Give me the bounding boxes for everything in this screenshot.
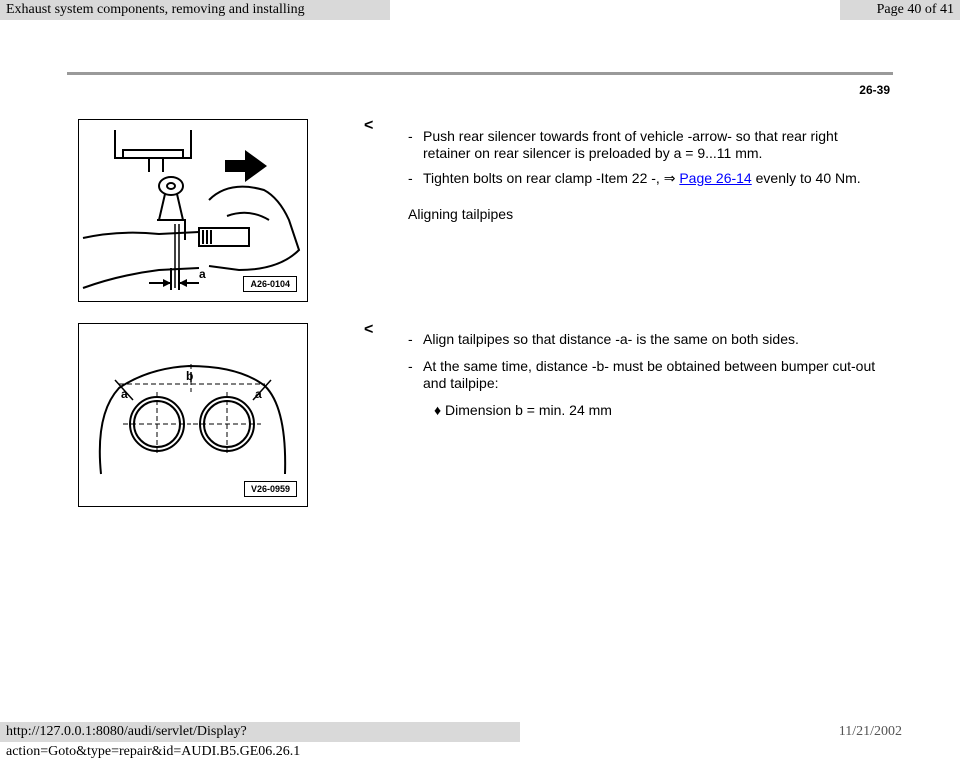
page-of-indicator: Page 40 of 41 — [840, 0, 960, 20]
step-dash: - — [408, 331, 413, 347]
step-prefix: Tighten bolts on rear clamp -Item 22 -, — [423, 170, 660, 186]
figure-rear-silencer — [78, 119, 308, 302]
footer-url: http://127.0.0.1:8080/audi/servlet/Display?action=Goto&type=repair&id=AUDI.B5.GE06.26.1 — [0, 722, 520, 742]
instruction-step — [408, 128, 878, 162]
step-dash: - — [408, 170, 413, 186]
rear-silencer-illustration — [79, 120, 307, 301]
instruction-step — [408, 331, 878, 348]
step-dash: - — [408, 128, 413, 144]
figure-pointer-icon: < — [364, 117, 374, 134]
dimension-a-left-label: a — [121, 387, 128, 401]
dimension-b-label: b — [186, 369, 194, 383]
dimension-a-right-label: a — [255, 387, 262, 401]
section-heading: Aligning tailpipes — [408, 206, 514, 222]
figure-code: V26-0959 — [244, 481, 297, 497]
step-text: Push rear silencer towards front of vehicle -arrow- so that rear right retainer on rear silencer is preloaded by a = 9...11 mm. — [423, 128, 838, 161]
link-arrow-icon: ⇒ — [663, 170, 676, 186]
page-link[interactable]: Page 26-14 — [679, 170, 752, 186]
spec-text: Dimension b = min. 24 mm — [445, 402, 612, 418]
document-title: Exhaust system components, removing and installing — [0, 0, 390, 20]
spec-bullet — [434, 402, 612, 419]
step-text: Align tailpipes so that distance -a- is the same on both sides. — [423, 331, 799, 347]
figure-code: A26-0104 — [243, 276, 297, 292]
figure-tailpipes — [78, 323, 308, 507]
tailpipes-illustration — [79, 324, 307, 506]
header-rule — [67, 72, 893, 75]
footer-date: 11/21/2002 — [838, 724, 902, 739]
step-dash: - — [408, 358, 413, 374]
instruction-step — [408, 170, 898, 187]
step-suffix: evenly to 40 Nm. — [755, 170, 861, 186]
figure-pointer-icon: < — [364, 321, 374, 338]
page-number: 26-39 — [859, 83, 890, 97]
diamond-icon: ♦ — [434, 402, 442, 418]
step-text: At the same time, distance -b- must be obtained between bumper cut-out and tailpipe: — [423, 358, 876, 391]
instruction-step — [408, 358, 883, 392]
step-text — [408, 170, 898, 187]
dimension-a-label: a — [199, 267, 206, 281]
